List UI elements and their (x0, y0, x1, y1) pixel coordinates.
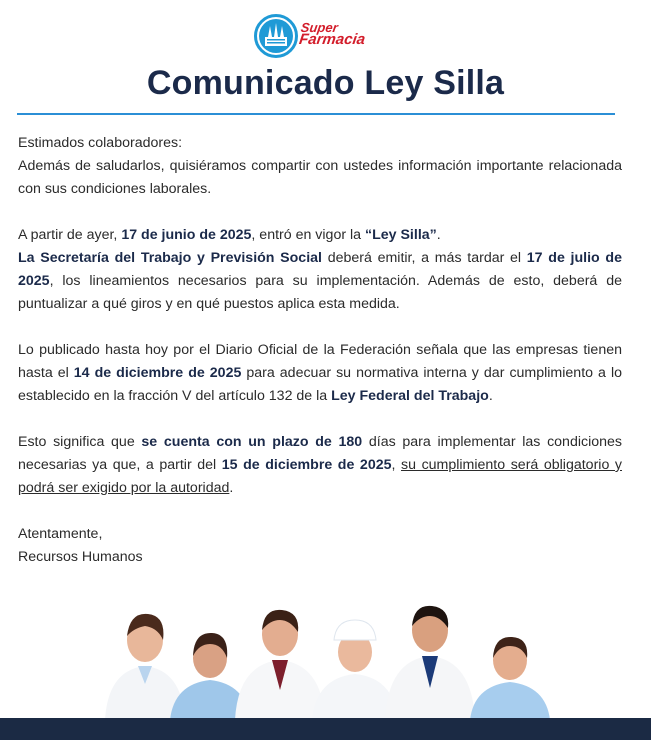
p2-text-e: , los lineamientos necesarios para su implementación. Además de esto, deberá de puntualizar a qué giros y en qué puestos aplica esta medida. (18, 273, 622, 312)
page-title: Comunicado Ley Silla (146, 64, 505, 102)
p4-text-c: , (391, 457, 402, 473)
staff-person-3 (235, 610, 325, 720)
p3-text-b: para adecuar su normativa interna y dar cumplimiento a lo establecido en la fracción V del artículo 132 de la (18, 365, 622, 404)
logo-wordmark (298, 22, 367, 46)
p4-underlined-text: su cumplimiento será obligatorio y podrá ser exigido por la autoridad (18, 457, 622, 496)
paragraph-deadline (18, 431, 622, 500)
greeting-text: Estimados colaboradores: (18, 135, 183, 151)
p4-text-b: días para implementar las condiciones necesarias ya que, a partir del (18, 434, 622, 473)
intro-paragraph (18, 155, 622, 201)
staff-group-illustration (70, 600, 590, 720)
signoff-closing: Atentamente, (18, 526, 103, 542)
footer-bar (0, 718, 651, 740)
p2-text-d: deberá emitir, a más tardar el (321, 250, 527, 266)
title-divider (17, 113, 615, 115)
p4-term: se cuenta con un plazo de 180 (141, 434, 363, 450)
p3-law-name: Ley Federal del Trabajo (331, 388, 489, 404)
staff-person-5 (385, 606, 475, 720)
p2-text-a: A partir de ayer, (18, 227, 122, 243)
signoff (18, 523, 622, 569)
staff-person-1 (105, 614, 185, 720)
p3-text-a: Lo publicado hasta hoy por el Diario Oficial de la Federación señala que las empresas tienen hasta el (18, 342, 622, 381)
p4-date-mandatory: 15 de diciembre de 2025 (221, 457, 392, 473)
p4-text-d: . (229, 480, 234, 496)
pharmacy-emblem-icon (254, 14, 298, 58)
greeting (18, 132, 622, 155)
p2-law-name: “Ley Silla” (364, 227, 437, 243)
signoff-department: Recursos Humanos (18, 549, 143, 565)
paragraph-law-start (18, 224, 622, 316)
p3-text-c: . (488, 388, 493, 404)
letter-body (18, 132, 622, 592)
p2-text-c: . (436, 227, 441, 243)
staff-person-6 (470, 637, 550, 720)
intro-text: Además de saludarlos, quisiéramos compartir con ustedes información importante relacionada con sus condiciones laborales. (18, 158, 622, 197)
p3-date-deadline: 14 de diciembre de 2025 (73, 365, 242, 381)
staff-person-4 (312, 620, 398, 720)
p2-date-guidelines: 17 de julio de 2025 (18, 250, 622, 289)
logo-line-2: Farmacia (298, 31, 367, 48)
paragraph-dof (18, 339, 622, 408)
p2-organization: La Secretaría del Trabajo y Previsión Social (18, 250, 322, 266)
p2-date-effective: 17 de junio de 2025 (121, 227, 252, 243)
logo-line-1: Super (299, 20, 339, 35)
p2-text-b: , entró en vigor la (251, 227, 365, 243)
p4-text-a: Esto significa que (18, 434, 142, 450)
company-logo (254, 12, 367, 62)
